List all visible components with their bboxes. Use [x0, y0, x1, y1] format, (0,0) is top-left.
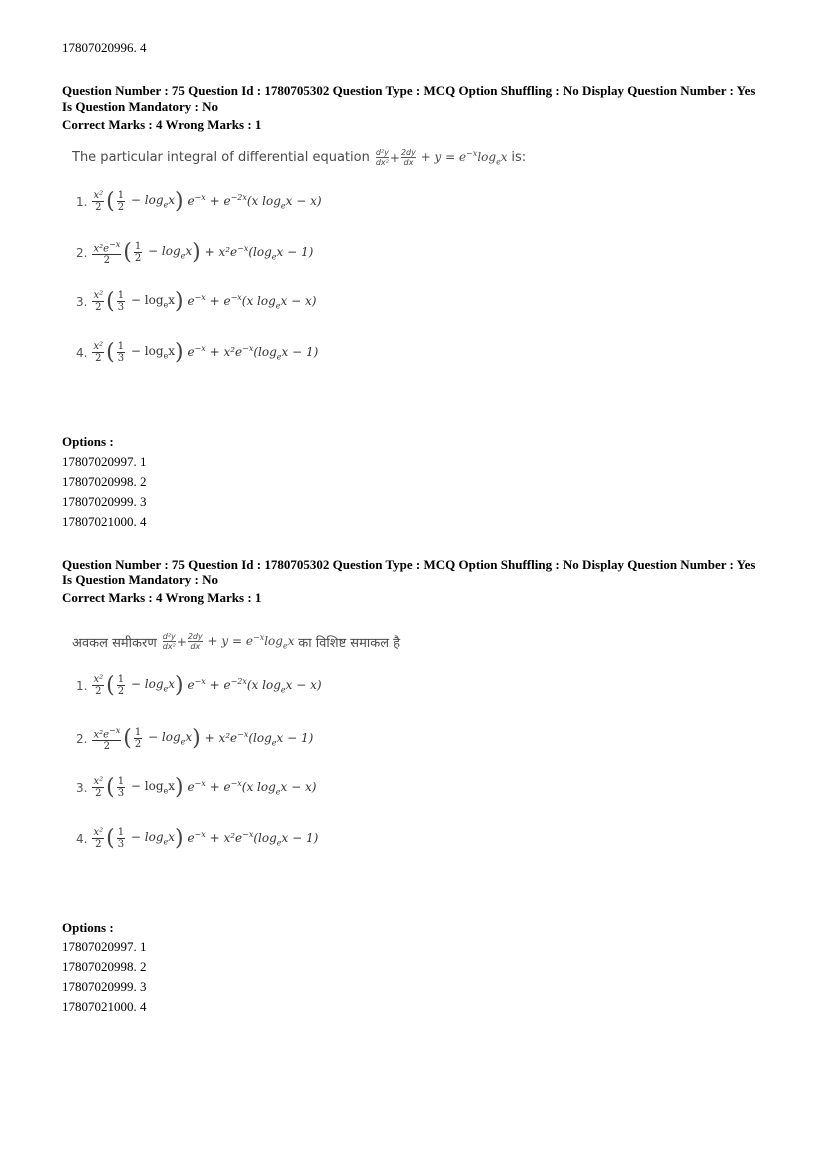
d2y-dx2-fraction: $\frac{\text{d²y}}{\text{dx²}}$ [375, 148, 389, 167]
marks-line: Correct Marks : 4 Wrong Marks : 1 [62, 590, 262, 605]
question-image-english [70, 146, 530, 371]
option-1-formula: 1. $\frac{\text{x²}}{2}$ ( $\frac{1}{2}$ − $\log_ex$ ) $e^{-x} + e^{-2x}(x$ $\log_ex - x$) [76, 672, 322, 698]
stem-prefix: अवकल समीकरण [72, 635, 157, 651]
mandatory-line: Is Question Mandatory : No [62, 99, 219, 114]
question-stem: The particular integral of differential equation $\frac{\text{d²y}}{\text{dx²}}$ + $\frac{2dy}{dx}$ + $y = e^{-x}\log_ex$ is: [72, 148, 527, 167]
d2y-dx2-fraction: $\frac{\text{d²y}}{\text{dx²}}$ [162, 632, 176, 651]
mandatory-line: Is Question Mandatory : No [62, 572, 219, 587]
options-heading: Options : [62, 434, 114, 449]
question-image-hindi [70, 630, 530, 860]
option-2-formula: 2. $\frac{x^2e^{-x}}{2}$ ( $\frac{1}{2}$ − $\log_ex$ ) + $x^2e^{-x}(\log_ex - 1)$ [76, 239, 314, 267]
stem-suffix: का विशिष्ट समाकल है [298, 635, 401, 651]
option-id-line: 17807021000. 4 [62, 999, 147, 1014]
question-header-line: Question Number : 75 Question Id : 1780705302 Question Type : MCQ Option Shuffling : No Display Question Number : Yes [62, 557, 756, 572]
option-id-line: 17807020997. 1 [62, 454, 147, 469]
question-header-line: Question Number : 75 Question Id : 1780705302 Question Type : MCQ Option Shuffling : No Display Question Number : Yes [62, 83, 756, 98]
option-1-formula: 1. $\frac{\text{x²}}{2}$ ( $\frac{1}{2}$ − $\log_ex$ ) $e^{-x} + e^{-2x}(x$ $\log_ex - x$) [76, 188, 322, 214]
option-3-formula: 3. $\frac{\text{x²}}{2}$ ( $\frac{1}{3}$ − $\log_ex$ ) $e^{-x} + e^{-x}(x$ $\log_ex - x$) [76, 774, 317, 800]
option-id-line: 17807020999. 3 [62, 979, 147, 994]
option-id-line: 17807021000. 4 [62, 514, 147, 529]
previous-option-line: 17807020996. 4 [62, 40, 147, 55]
option-4-formula: 4. $\frac{\text{x²}}{2}$ ( $\frac{1}{3}$ − $\log_ex$ ) $e^{-x} + x^2e^{-x}(\log_ex - 1)$ [76, 825, 319, 851]
2dy-dx-fraction: $\frac{2dy}{dx}$ [187, 632, 203, 651]
2dy-dx-fraction: $\frac{2dy}{dx}$ [400, 148, 416, 167]
option-4-formula: 4. $\frac{\text{x²}}{2}$ ( $\frac{1}{3}$ − $\log_ex$ ) $e^{-x} + x^2e^{-x}(\log_ex - 1)$ [76, 339, 319, 365]
options-heading: Options : [62, 920, 114, 935]
option-2-formula: 2. $\frac{x^2e^{-x}}{2}$ ( $\frac{1}{2}$ − $\log_ex$ ) + $x^2e^{-x}(\log_ex - 1)$ [76, 725, 314, 753]
option-id-line: 17807020999. 3 [62, 494, 147, 509]
question-stem: अवकल समीकरण $\frac{\text{d²y}}{\text{dx²}}$ + $\frac{2dy}{dx}$ + $y = e^{-x}\log_ex$ का विशिष्ट समाकल है [72, 632, 401, 651]
option-id-line: 17807020997. 1 [62, 939, 147, 954]
option-id-line: 17807020998. 2 [62, 959, 147, 974]
marks-line: Correct Marks : 4 Wrong Marks : 1 [62, 117, 262, 132]
option-id-line: 17807020998. 2 [62, 474, 147, 489]
option-3-formula: 3. $\frac{\text{x²}}{2}$ ( $\frac{1}{3}$ − $\log_ex$ ) $e^{-x} + e^{-x}(x$ $\log_ex - x$) [76, 288, 317, 314]
stem-prefix: The particular integral of differential equation [72, 150, 370, 165]
stem-suffix: is: [511, 150, 527, 165]
